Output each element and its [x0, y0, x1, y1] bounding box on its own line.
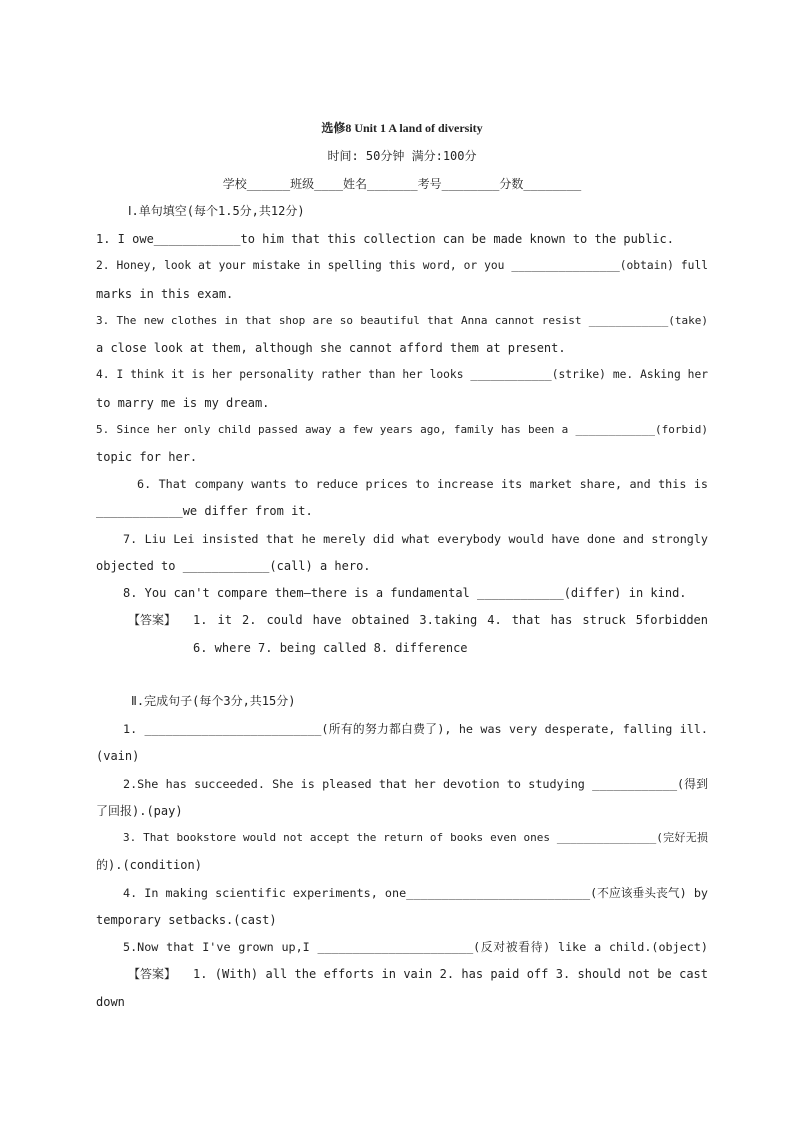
s2-q1: 1. _________________________(所有的努力都白费了), he was very desperate, falling ill. — [123, 722, 708, 736]
s1-q4: 4. I think it is her personality rather than her looks ____________(strike) me. Asking her — [96, 368, 708, 381]
s2-q2-cont: 了回报).(pay) — [96, 804, 183, 818]
s1-q6: 6. That company wants to reduce prices to increase its market share, and this is — [137, 477, 708, 491]
s1-q4-cont: to marry me is my dream. — [96, 396, 270, 410]
s1-q5-cont: topic for her. — [96, 450, 198, 464]
s2-answer-line2: down — [96, 995, 125, 1009]
s1-answer-line1: 1. it 2. could have obtained 3.taking 4. that has struck 5forbidden — [193, 613, 708, 627]
s1-q3: 3. The new clothes in that shop are so beautiful that Anna cannot resist ____________(take) — [96, 314, 708, 327]
s2-q2: 2.She has succeeded. She is pleased that her devotion to studying ____________(得到 — [123, 777, 708, 791]
document-title: 选修8 Unit 1 A land of diversity — [321, 121, 483, 135]
s1-q3-cont: a close look at them, although she cannot afford them at present. — [96, 341, 566, 355]
exam-time-score: 时间: 50分钟 满分:100分 — [327, 149, 477, 163]
s2-answer-label: 【答案】 — [128, 967, 177, 981]
s1-q2-cont: marks in this exam. — [96, 287, 234, 301]
s2-q4: 4. In making scientific experiments, one__________________________(不应该垂头丧气) by — [123, 886, 708, 900]
s1-q2: 2. Honey, look at your mistake in spelling this word, or you ________________(obtain) full — [96, 259, 708, 272]
s2-q5: 5.Now that I've grown up,I ______________________(反对被看待) like a child.(object) — [123, 940, 708, 954]
section1-heading: Ⅰ.单句填空(每个1.5分,共12分) — [128, 204, 305, 218]
section2-heading: Ⅱ.完成句子(每个3分,共15分) — [131, 694, 296, 708]
s1-q6-cont: ____________we differ from it. — [96, 504, 313, 518]
s1-q7: 7. Liu Lei insisted that he merely did what everybody would have done and strongly — [123, 532, 708, 546]
s1-q5: 5. Since her only child passed away a few years ago, family has been a ____________(forbid) — [96, 423, 708, 436]
s1-answer-line2: 6. where 7. being called 8. difference — [193, 641, 468, 655]
student-info-line: 学校______班级____姓名_______考号________分数________ — [222, 177, 582, 191]
s2-q1-cont: (vain) — [96, 749, 140, 763]
s1-q7-cont: objected to ____________(call) a hero. — [96, 559, 371, 573]
s2-answer-line1: 1. (With) all the efforts in vain 2. has paid off 3. should not be cast — [193, 967, 708, 981]
s1-answer-label: 【答案】 — [128, 613, 177, 627]
s2-q3: 3. That bookstore would not accept the return of books even ones _______________(完好无损 — [123, 831, 708, 844]
s2-q3-cont: 的).(condition) — [96, 858, 202, 872]
s1-q1: 1. I owe____________to him that this collection can be made known to the public. — [96, 232, 674, 246]
s2-q4-cont: temporary setbacks.(cast) — [96, 913, 277, 927]
s1-q8: 8. You can't compare them—there is a fundamental ____________(differ) in kind. — [123, 586, 687, 600]
